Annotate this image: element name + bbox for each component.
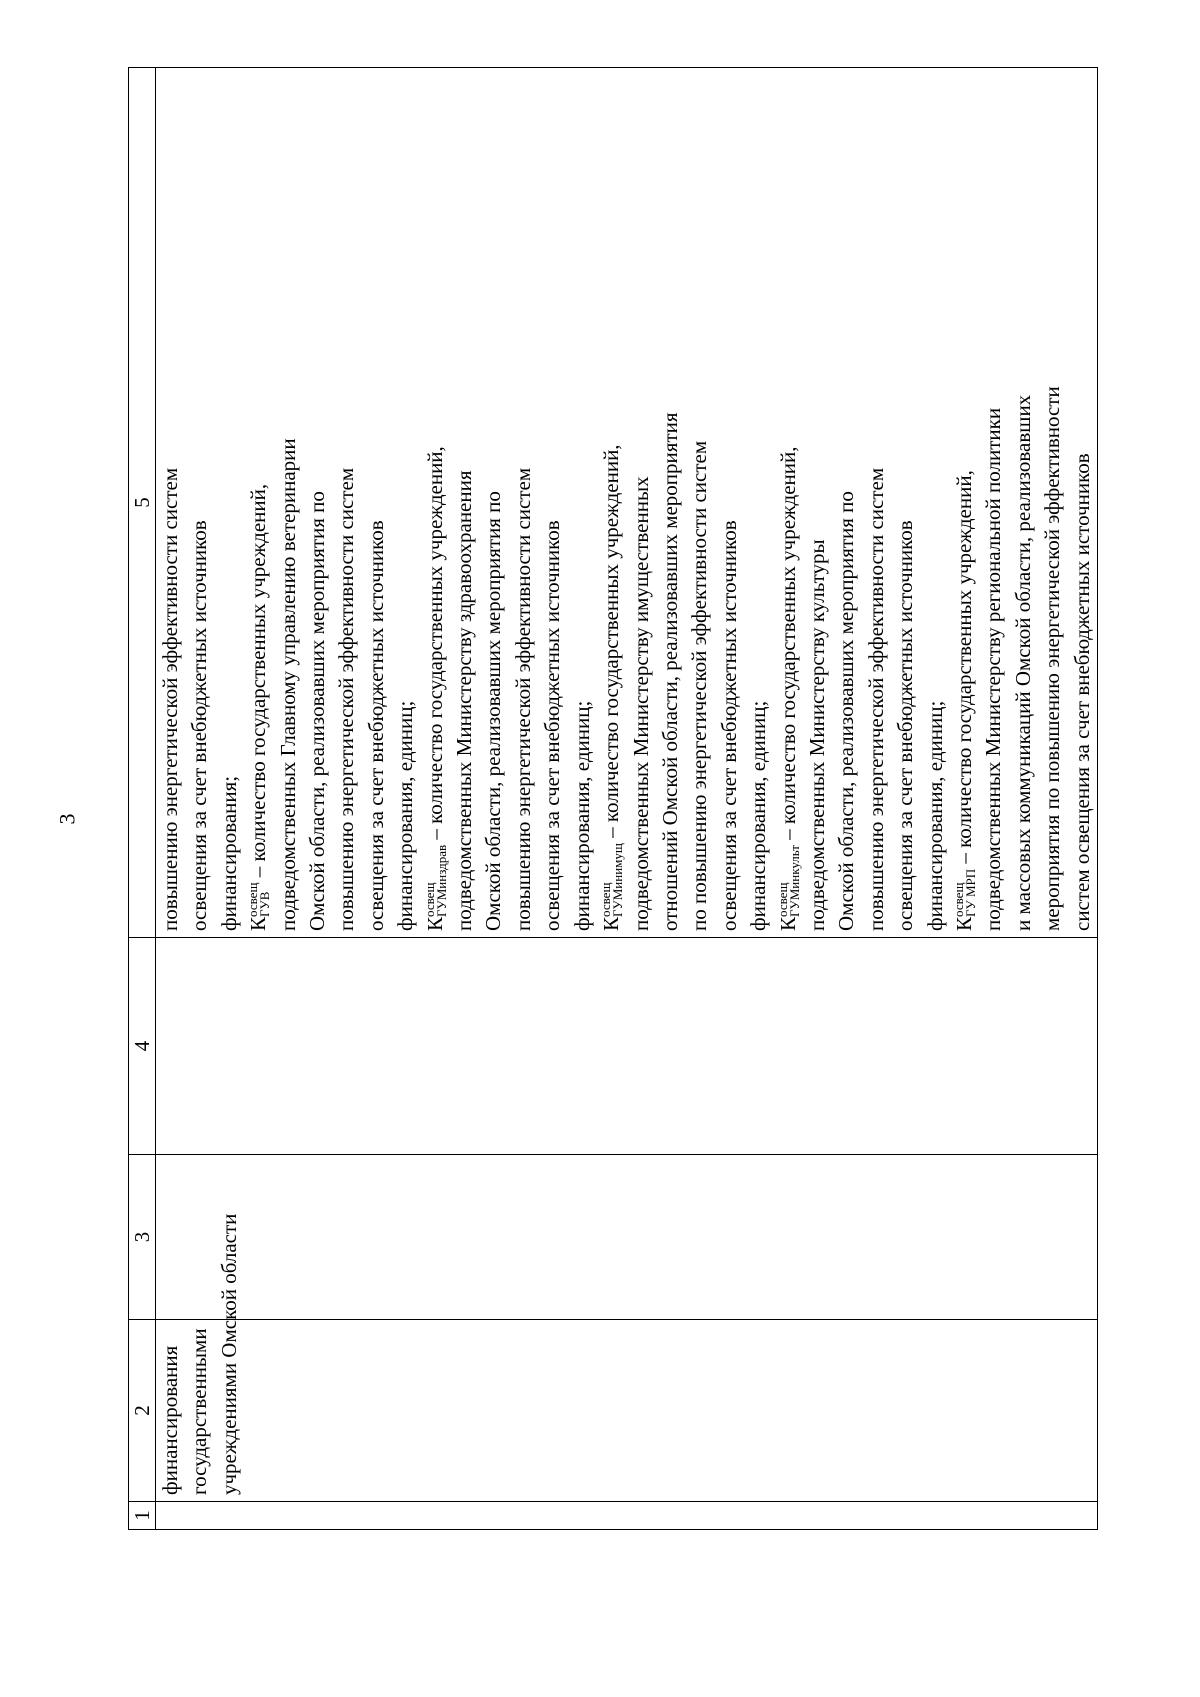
indicator-symbol-base: К [246, 916, 271, 931]
cell-col5-line-text: освещения за счет внебюджетных источников [187, 520, 212, 931]
table-header-row [129, 68, 156, 1530]
indicator-subscript: ГУМинздрав [433, 844, 449, 917]
cell-col5-line [362, 74, 391, 931]
cell-col2 [156, 1213, 1098, 1502]
cell-col5-line [244, 74, 273, 931]
cell-col5-line [803, 74, 832, 931]
column-number-5: 5 [129, 68, 156, 938]
cell-col5-text [156, 74, 1097, 931]
cell-col5-line [921, 74, 950, 931]
cell-col4 [156, 938, 1098, 1155]
indicator-superscript: освещ [245, 882, 261, 917]
cell-col5-line-text: освещения за счет внебюджетных источников [363, 520, 388, 931]
indicator-symbol [423, 845, 447, 931]
rotated-sheet [128, 68, 1096, 1530]
cell-col5-line-text: финансирования, единиц; [393, 700, 418, 931]
cell-col5-line [421, 74, 450, 931]
indicator-symbol-scripts [247, 883, 271, 917]
indicator-symbol-scripts [600, 843, 624, 917]
indicator-symbol [598, 843, 626, 931]
cell-col5-line [685, 74, 714, 931]
cell-col5-line [303, 74, 332, 931]
cell-col5-line [656, 74, 685, 931]
cell-col5-line [862, 74, 891, 931]
cell-col5-line [715, 74, 744, 931]
cell-col5-line-text: подведомственных Министерству культуры [804, 539, 829, 931]
column-number-1: 1 [129, 1502, 156, 1530]
indicator-superscript: освещ [421, 882, 437, 917]
cell-col5-line-text: – количество государственных учреждений, [775, 446, 800, 846]
cell-col5-line-text: освещения за счет внебюджетных источников [540, 520, 565, 931]
cell-col2-line: государственными [187, 1328, 212, 1495]
cell-col5-line [1068, 74, 1097, 931]
cell-col5-line-text: подведомственных Министерству региональной политики [981, 407, 1006, 931]
cell-col5-line [597, 74, 626, 931]
cell-col5-line-text: финансирования, единиц; [569, 700, 594, 931]
indicator-symbol-base: К [599, 916, 624, 931]
cell-col5-line [774, 74, 803, 931]
cell-col5-line [509, 74, 538, 931]
cell-col5-line-text: систем освещения за счет внебюджетных источников [1069, 453, 1094, 931]
cell-col5-line-text: подведомственных Министерству имущественных [628, 476, 653, 931]
cell-col5-line [1038, 74, 1067, 931]
cell-col5-line [274, 74, 303, 931]
indicator-symbol-scripts [953, 869, 977, 917]
indicator-symbol [776, 845, 800, 931]
indicator-symbol-base: К [775, 916, 800, 931]
page-number: 3 [54, 813, 80, 825]
cell-col5-line [979, 74, 1008, 931]
cell-col2-line: учреждениями Омской области [216, 1213, 241, 1495]
indicator-subscript: ГУМинкульт [786, 845, 802, 917]
cell-col5-line [627, 74, 656, 931]
document-table [128, 67, 1098, 1530]
cell-col5-line-text: финансирования; [216, 775, 241, 931]
cell-col5-line [891, 74, 920, 931]
cell-col2-line: финансирования [158, 1345, 182, 1495]
indicator-subscript: ГУВ [257, 891, 273, 917]
cell-col5-line-text: – количество государственных учреждений, [246, 483, 271, 883]
cell-col5-line [744, 74, 773, 931]
cell-col5-line-text: финансирования, единиц; [922, 700, 947, 931]
cell-col5-line-text: – количество государственных учреждений, [422, 446, 447, 845]
cell-col5-line [538, 74, 567, 931]
indicator-superscript: освещ [598, 882, 614, 917]
cell-col5-line [215, 74, 244, 931]
indicator-symbol-base: К [422, 916, 447, 931]
cell-col5-line-text: повышению энергетической эффективности систем [510, 467, 535, 931]
indicator-superscript: освещ [951, 882, 967, 917]
cell-col5-line-text: освещения за счет внебюджетных источников [893, 520, 918, 931]
indicator-symbol [951, 868, 979, 931]
cell-col5-line-text: повышению энергетической эффективности систем [158, 467, 182, 931]
indicator-symbol-base: К [951, 916, 976, 931]
cell-col5 [156, 68, 1098, 938]
cell-col5-line [156, 74, 185, 931]
cell-col5-line-text: – количество государственных учреждений, [951, 470, 976, 869]
cell-col5-line-text: финансирования, единиц; [746, 700, 771, 931]
cell-col5-line-text: по повышению энергетической эффективности систем [687, 440, 712, 931]
cell-col1 [156, 1502, 1098, 1530]
cell-col5-line [185, 74, 214, 931]
cell-col5-line-text: Омской области, реализовавших мероприятия по [305, 491, 330, 931]
cell-col5-line-text: – количество государственных учреждений, [599, 444, 624, 844]
indicator-symbol [245, 882, 273, 931]
table-row [156, 68, 1098, 1530]
indicator-superscript: освещ [774, 882, 790, 917]
cell-col5-line [332, 74, 361, 931]
cell-col5-line [479, 74, 508, 931]
cell-col5-line [568, 74, 597, 931]
cell-col3 [156, 1155, 1098, 1320]
landscape-table-wrapper [128, 68, 1096, 1530]
indicator-subscript: ГУМинимущ [610, 843, 626, 917]
cell-col5-line [1009, 74, 1038, 931]
cell-col5-line-text: мероприятия по повышению энергетической эффективности [1040, 386, 1065, 931]
cell-col5-line-text: Омской области, реализовавших мероприятия по [834, 491, 859, 931]
cell-col5-line-text: подведомственных Главному управлению ветеринарии [275, 438, 300, 931]
cell-col5-line [832, 74, 861, 931]
column-number-4: 4 [129, 938, 156, 1155]
cell-col5-line [450, 74, 479, 931]
cell-col5-line-text: повышению энергетической эффективности систем [334, 467, 359, 931]
cell-col5-line-text: подведомственных Министерству здравоохранения [452, 470, 477, 931]
column-number-2: 2 [129, 1320, 156, 1502]
indicator-symbol-scripts [421, 844, 449, 917]
cell-col5-line-text: повышению энергетической эффективности систем [863, 467, 888, 931]
cell-col5-line-text: освещения за счет внебюджетных источников [716, 520, 741, 931]
indicator-symbol-scripts [774, 845, 802, 917]
indicator-subscript: ГУ МРП [963, 868, 979, 917]
cell-col5-line [950, 74, 979, 931]
cell-col5-line [391, 74, 420, 931]
column-number-3: 3 [129, 1155, 156, 1320]
cell-col5-line-text: Омской области, реализовавших мероприятия по [481, 491, 506, 931]
cell-col5-line-text: отношений Омской области, реализовавших мероприятия [657, 412, 682, 931]
cell-col5-line-text: и массовых коммуникаций Омской области, реализовавших [1010, 394, 1035, 931]
